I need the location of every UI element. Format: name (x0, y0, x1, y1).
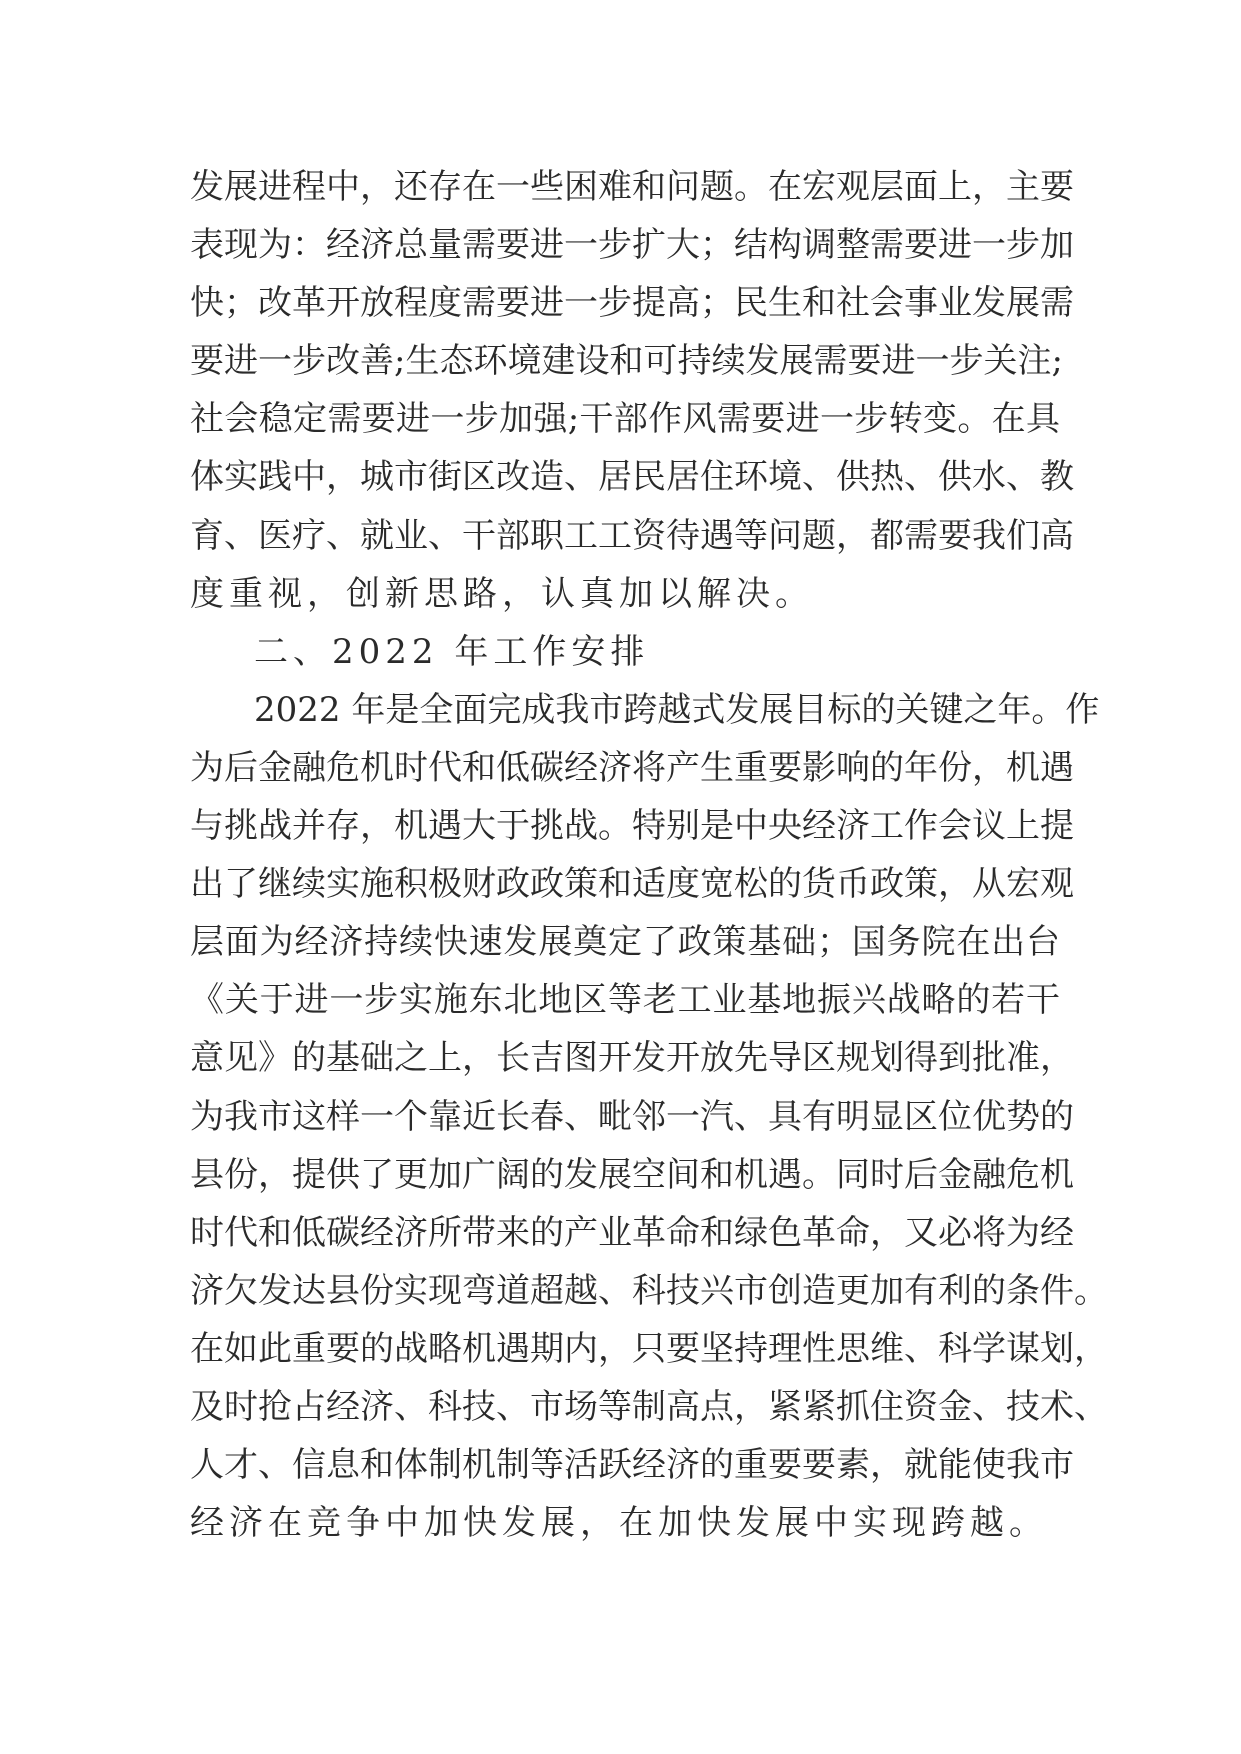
text-line: 度重视，创新思路，认真加以解决。 (190, 573, 814, 614)
text-line: 为我市这样一个靠近长春、毗邻一汽、具有明显区位优势的 (190, 1096, 1074, 1137)
text-line: 县份，提供了更加广阔的发展空间和机遇。同时后金融危机 (190, 1154, 1074, 1195)
text-line: 发展进程中，还存在一些困难和问题。在宏观层面上，主要 (190, 167, 1074, 207)
text-line: 《关于进一步实施东北地区等老工业基地振兴战略的若干 (190, 980, 1060, 1021)
text-line: 层面为经济持续快速发展奠定了政策基础；国务院在出台 (190, 922, 1060, 963)
text-line: 意见》的基础之上，长吉图开发开放先导区规划得到批准， (190, 1038, 1074, 1079)
text-line: 及时抢占经济、科技、市场等制高点，紧紧抓住资金、技术、 (190, 1386, 1108, 1427)
text-line: 社会稳定需要进一步加强;干部作风需要进一步转变。在具 (190, 399, 1061, 440)
text-line: 表现为：经济总量需要进一步扩大；结构调整需要进一步加 (190, 225, 1074, 266)
text-line: 育、医疗、就业、干部职工工资待遇等问题，都需要我们高 (190, 515, 1074, 556)
text-line: 2022 年是全面完成我市跨越式发展目标的关键之年。作 (254, 689, 1100, 730)
text-line: 要进一步改善;生态环境建设和可持续发展需要进一步关注; (190, 341, 1063, 382)
text-line: 人才、信息和体制机制等活跃经济的重要要素，就能使我市 (190, 1445, 1074, 1486)
text-line: 时代和低碳经济所带来的产业革命和绿色革命，又必将为经 (190, 1212, 1074, 1253)
body-text (190, 158, 1108, 1552)
text-line: 在如此重要的战略机遇期内，只要坚持理性思维、科学谋划， (190, 1328, 1108, 1369)
text-line: 快；改革开放程度需要进一步提高；民生和社会事业发展需 (190, 283, 1074, 324)
text-line: 济欠发达县份实现弯道超越、科技兴市创造更加有利的条件。 (190, 1270, 1108, 1311)
text-line: 为后金融危机时代和低碳经济将产生重要影响的年份，机遇 (190, 747, 1074, 788)
text-line: 出了继续实施积极财政政策和适度宽松的货币政策，从宏观 (190, 864, 1074, 905)
text-line: 体实践中，城市街区改造、居民居住环境、供热、供水、教 (190, 457, 1074, 498)
text-line: 与挑战并存，机遇大于挑战。特别是中央经济工作会议上提 (190, 806, 1074, 847)
text-line: 经济在竞争中加快发展，在加快发展中实现跨越。 (190, 1503, 1048, 1544)
section-heading: 二、2022 年工作安排 (254, 631, 650, 672)
